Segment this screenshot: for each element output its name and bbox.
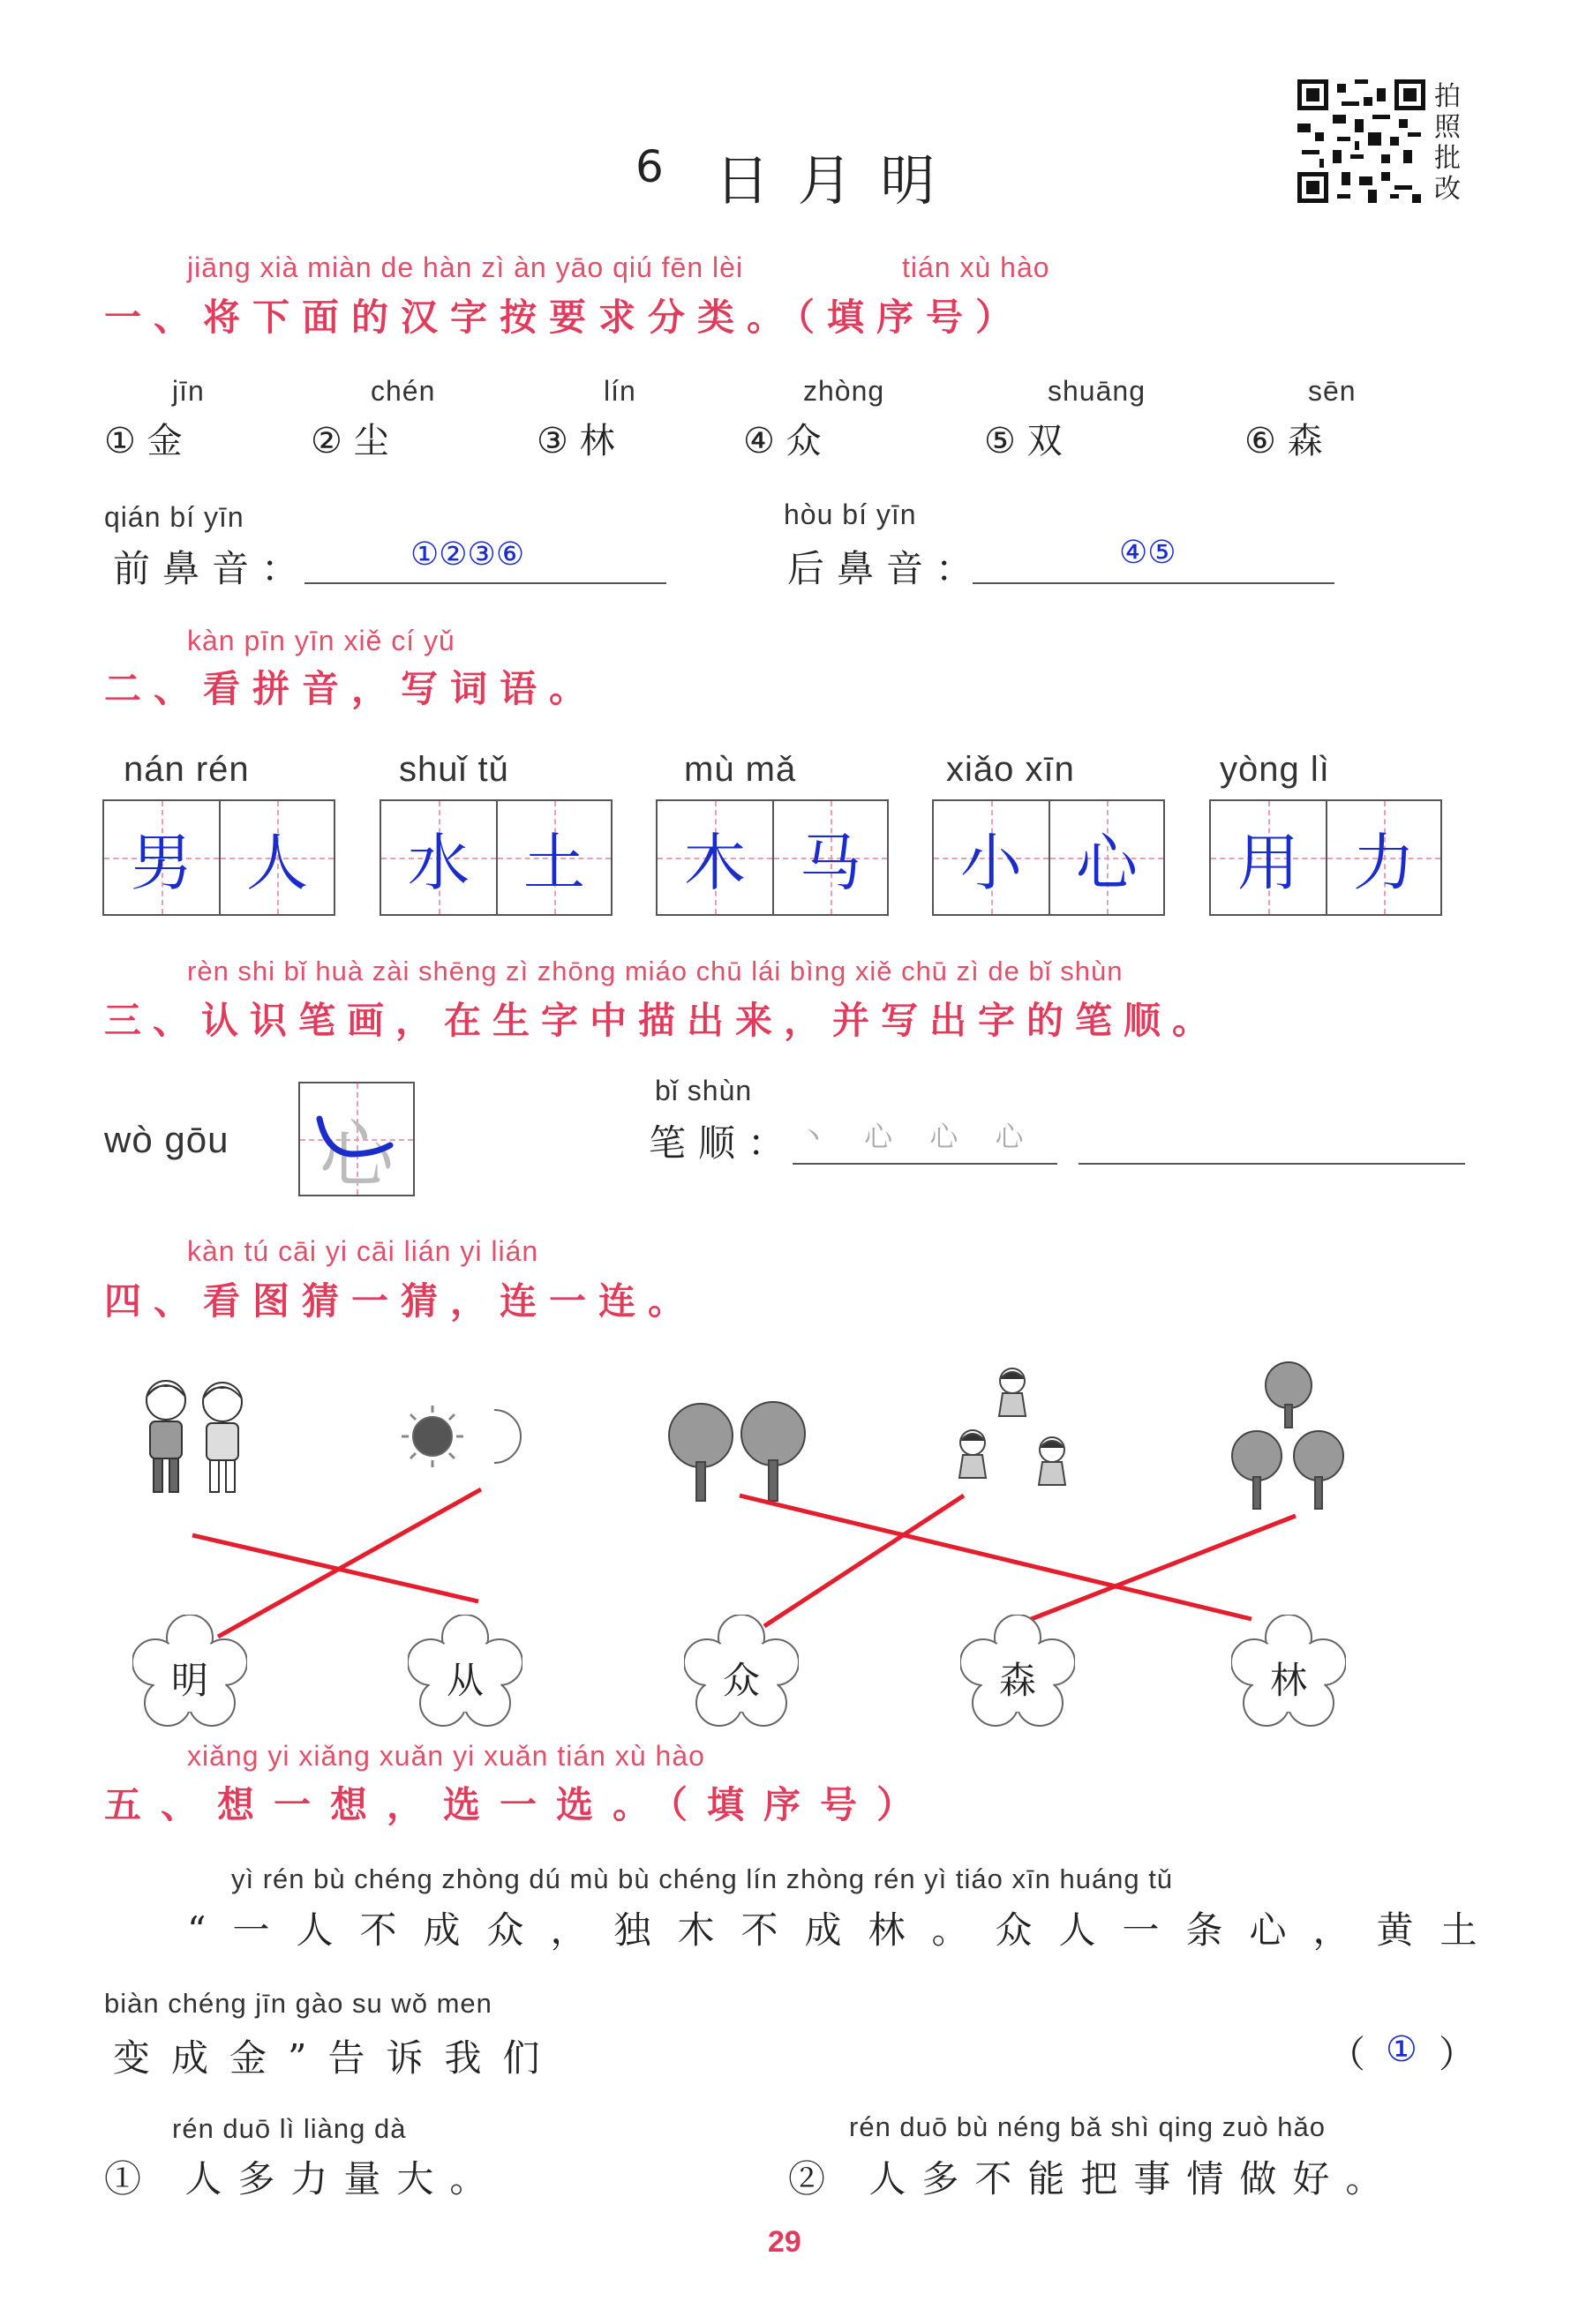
- char-pinyin-1: jīn: [172, 375, 205, 407]
- page-number: 29: [768, 2225, 801, 2259]
- flower-char: 从: [446, 1659, 484, 1702]
- word-pinyin-3: mù mǎ: [684, 750, 797, 789]
- qr-label: 拍照批改: [1434, 81, 1461, 205]
- stroke-pinyin: wò gōu: [104, 1119, 229, 1160]
- stroke-order-answer[interactable]: 丶 心 心 心: [799, 1120, 1038, 1153]
- word-pinyin-4: xiǎo xīn: [946, 750, 1075, 789]
- word-char: 马: [800, 826, 861, 899]
- section3-pinyin: rèn shi bǐ huà zài shēng zì zhōng miáo chū lái bìng xiě chū zì de bǐ shùn: [187, 956, 1124, 986]
- section1-pinyin: jiāng xià miàn de hàn zì àn yāo qiú fēn lèi: [187, 251, 744, 283]
- section3-heading: 三、认识笔画，在生字中描出来，并写出字的笔顺。: [104, 999, 1221, 1042]
- front-nasal-answer[interactable]: ①②③⑥: [410, 536, 525, 573]
- proverb-line1-pinyin: yì rén bù chéng zhòng dú mù bù chéng lín zhòng rén yì tiáo xīn huáng tǔ: [231, 1863, 1174, 1894]
- char-item-4: ④ 众: [743, 421, 822, 461]
- answer-bracket-open: （: [1328, 2033, 1366, 2076]
- section5-pinyin: xiǎng yi xiǎng xuǎn yi xuǎn tián xù hào: [187, 1740, 705, 1772]
- char-item-2: ② 尘: [311, 421, 389, 461]
- char-item-1: ① 金: [104, 421, 183, 461]
- flower-char: 众: [722, 1659, 760, 1702]
- option2-pinyin: rén duō bù néng bǎ shì qing zuò hǎo: [849, 2111, 1327, 2142]
- section5-heading: 五、想一想，选一选。（填序号）: [104, 1783, 934, 1826]
- char-item-6: ⑥ 森: [1244, 421, 1323, 461]
- word-char: 木: [684, 826, 746, 899]
- option1[interactable]: ① 人多力量大。: [104, 2157, 503, 2200]
- stroke-char: 心: [319, 1112, 394, 1198]
- title-number: 6: [635, 141, 664, 192]
- flower-item-3[interactable]: [684, 1615, 799, 1729]
- flower-item-1[interactable]: [132, 1615, 247, 1729]
- option2[interactable]: ② 人多不能把事情做好。: [788, 2157, 1399, 2200]
- option1-pinyin: rén duō lì liàng dà: [172, 2113, 407, 2144]
- section1-pinyin-b: tián xù hào: [902, 251, 1050, 283]
- word-pinyin-2: shuǐ tǔ: [399, 750, 509, 789]
- word-char: 水: [408, 826, 470, 899]
- proverb-line2: 变成金”告诉我们: [113, 2036, 561, 2080]
- char-pinyin-4: zhòng: [803, 375, 885, 407]
- char-pinyin-3: lín: [604, 375, 636, 407]
- word-pinyin-1: nán rén: [124, 750, 250, 789]
- section4-pinyin: kàn tú cāi yi cāi lián yi lián: [187, 1235, 539, 1267]
- proverb-line2-pinyin: biàn chéng jīn gào su wǒ men: [104, 1988, 492, 2019]
- section1-heading: 一、将下面的汉字按要求分类。（填序号）: [104, 296, 1026, 339]
- proverb-line1: “一人不成众，独木不成林。众人一条心，黄土: [187, 1908, 1504, 1952]
- char-item-5: ⑤ 双: [984, 421, 1063, 461]
- word-pinyin-5: yòng lì: [1220, 750, 1330, 789]
- section2-heading: 二、看拼音，写词语。: [104, 667, 599, 710]
- answer-bracket-close: ）: [1439, 2033, 1477, 2076]
- section4-heading: 四、看图猜一猜，连一连。: [104, 1279, 698, 1323]
- word-char: 男: [131, 826, 192, 899]
- char-item-3: ③ 林: [537, 421, 615, 461]
- char-pinyin-2: chén: [371, 375, 436, 407]
- flower-item-5[interactable]: [1231, 1615, 1346, 1729]
- flower-char: 森: [998, 1659, 1036, 1702]
- flower-char: 明: [170, 1659, 208, 1702]
- front-nasal-label: 前鼻音：: [113, 547, 312, 590]
- back-nasal-label: 后鼻音：: [787, 547, 986, 590]
- char-pinyin-5: shuāng: [1048, 375, 1146, 407]
- word-char: 小: [960, 826, 1022, 899]
- back-nasal-answer[interactable]: ④⑤: [1119, 535, 1176, 571]
- word-char: 力: [1353, 826, 1415, 899]
- answer-choice[interactable]: ①: [1386, 2029, 1417, 2070]
- word-char: 土: [523, 826, 585, 899]
- flower-item-2[interactable]: [408, 1615, 522, 1729]
- front-nasal-pinyin: qián bí yīn: [104, 501, 244, 533]
- flower-char: 林: [1269, 1659, 1307, 1702]
- section2-pinyin: kàn pīn yīn xiě cí yǔ: [187, 625, 455, 656]
- word-char: 心: [1076, 826, 1138, 899]
- word-char: 用: [1237, 826, 1299, 899]
- stroke-order-pinyin: bǐ shùn: [655, 1075, 753, 1106]
- stroke-order-label: 笔顺：: [649, 1121, 798, 1165]
- flower-item-4[interactable]: [960, 1615, 1075, 1729]
- page-title: 日 月 明: [715, 148, 941, 213]
- word-char: 人: [246, 826, 308, 899]
- char-pinyin-6: sēn: [1308, 375, 1357, 407]
- back-nasal-pinyin: hòu bí yīn: [784, 499, 917, 530]
